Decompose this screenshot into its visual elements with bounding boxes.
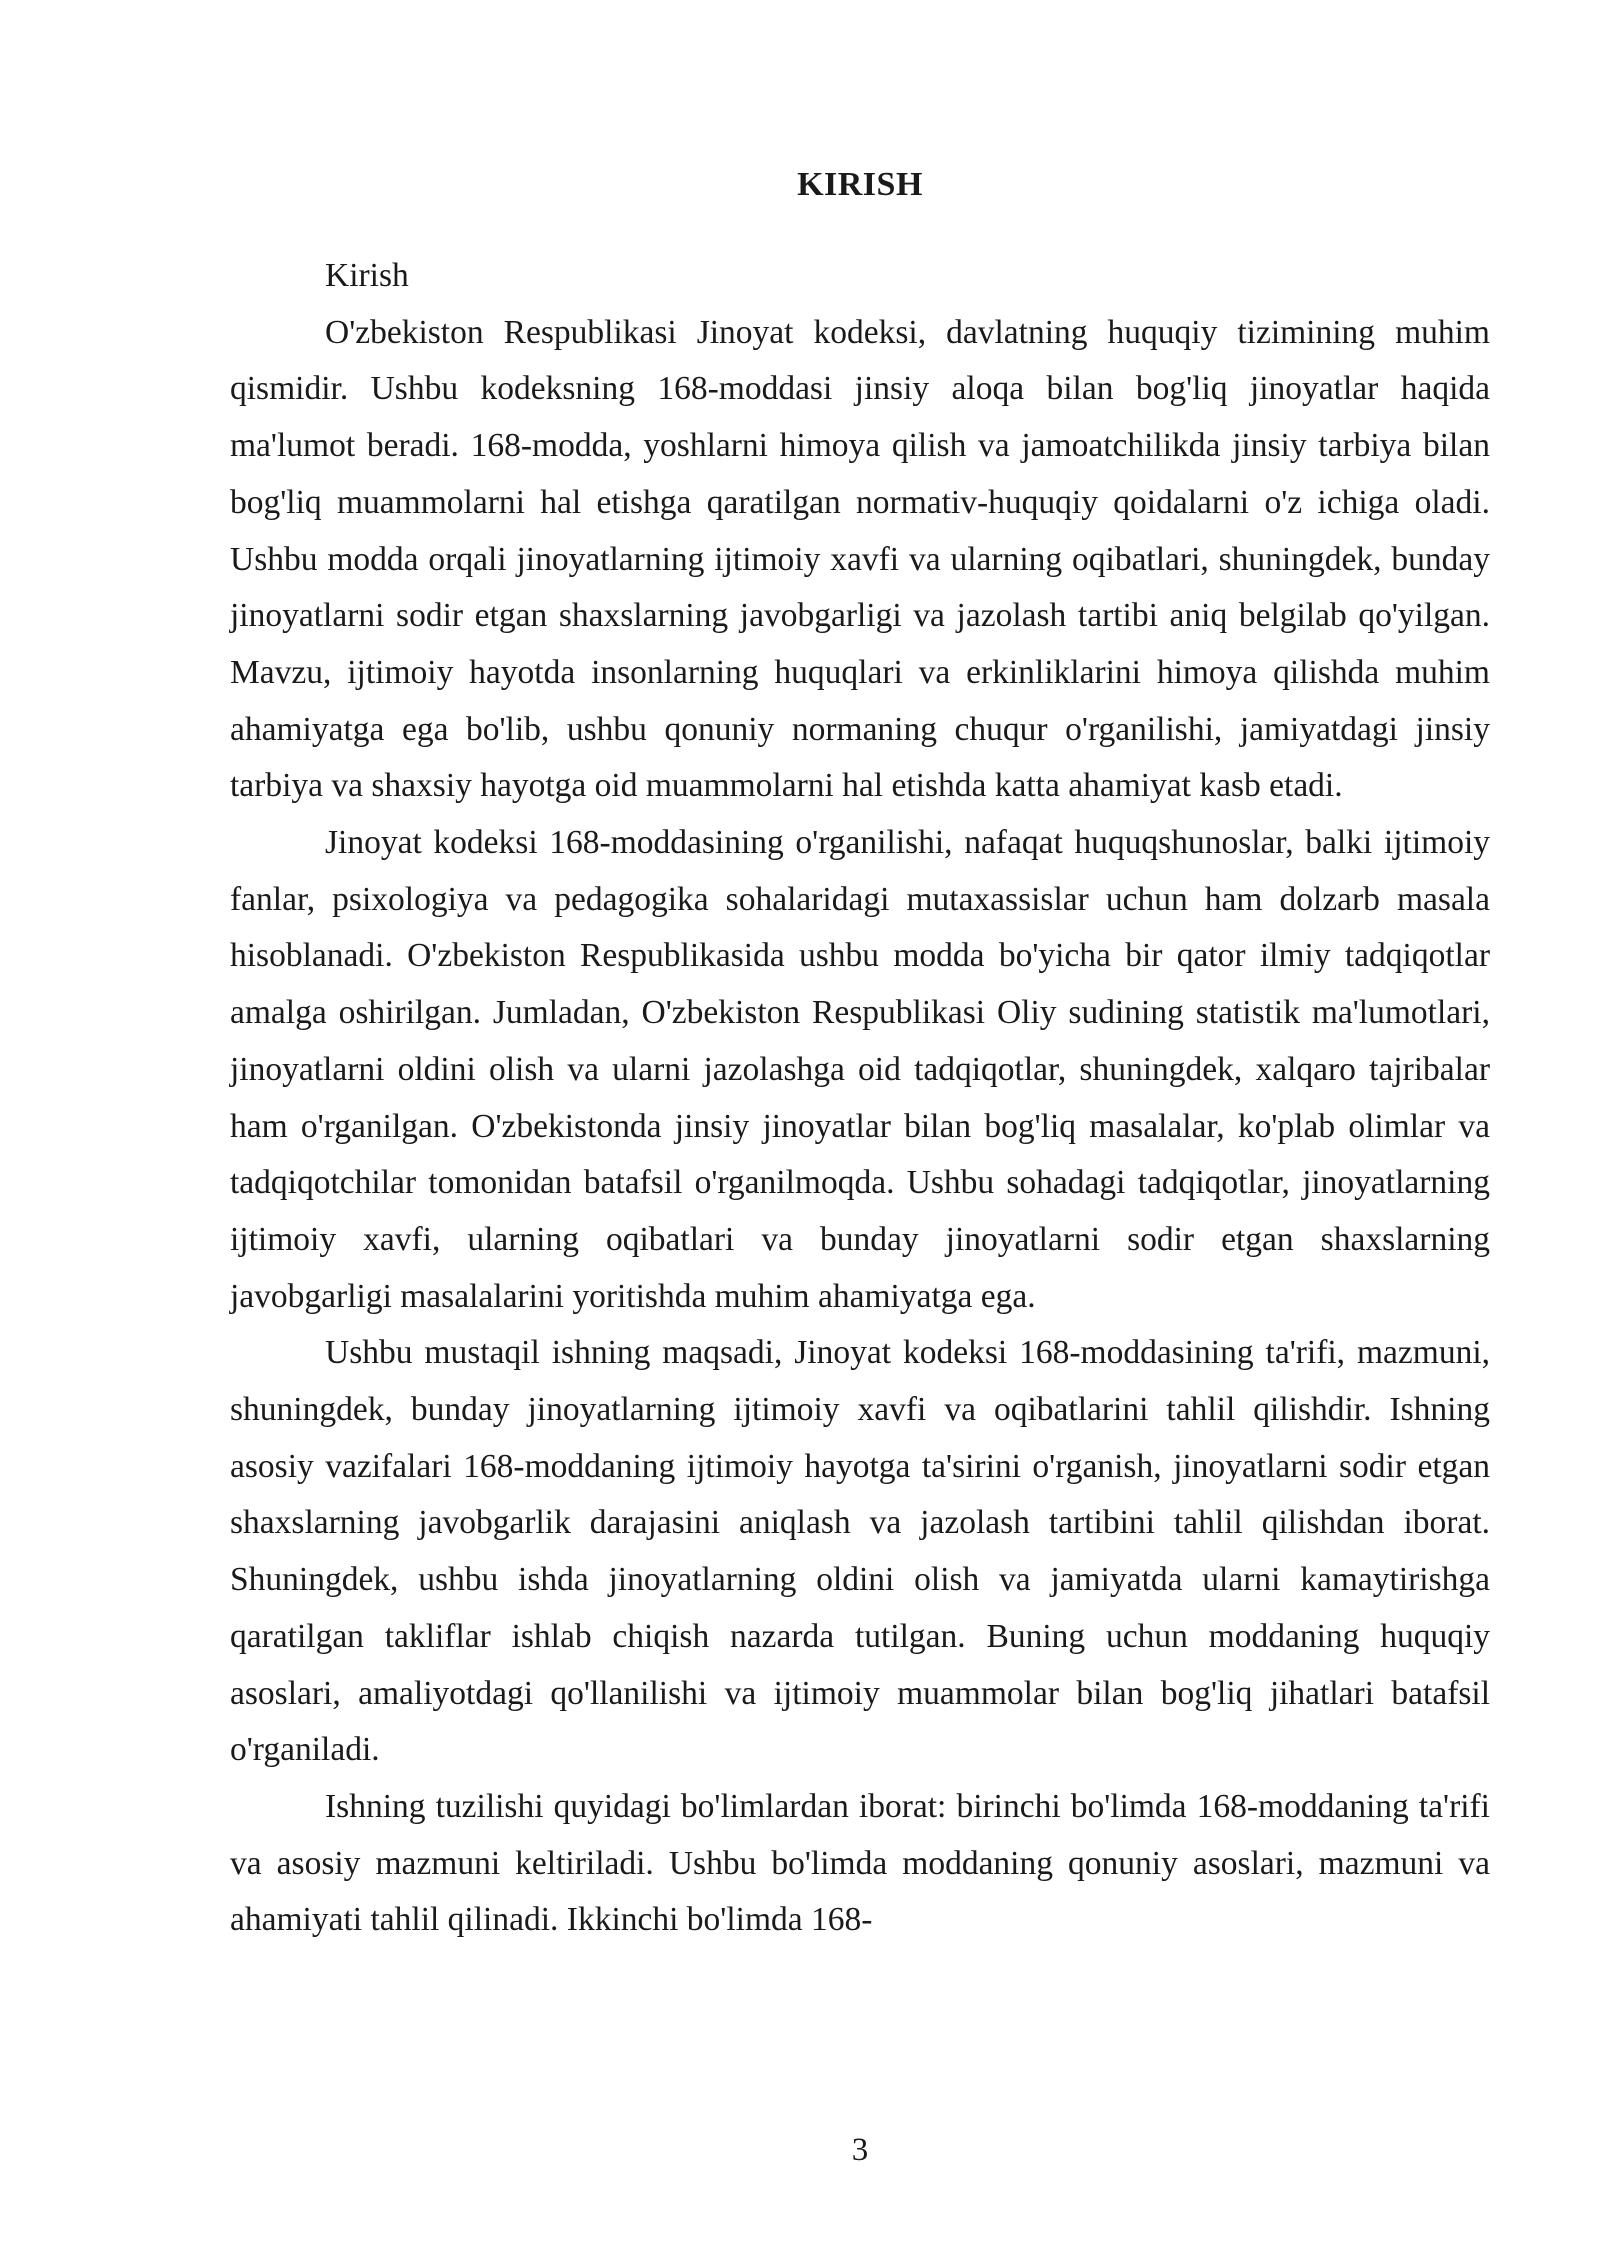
paragraph: O'zbekiston Respublikasi Jinoyat kodeksi, davlatning huquqiy tizimining muhim qismidir. Ushbu kodeksning 168-moddasi jinsiy aloqa bilan bog'liq jinoyatlar haqida ma'lumot beradi. 168-modda, yoshlarni himoya qilish va jamoatchilikda jinsiy tarbiya bilan bog'liq muammolarni hal etishga qaratilgan normativ-huquqiy qoidalarni o'z ichiga oladi. Ushbu modda orqali jinoyatlarning ijtimoiy xavfi va ularning oqibatlari, shuningdek, bunday jinoyatlarni sodir etgan shaxslarning javobgarligi va jazolash tartibi aniq belgilab qo'yilgan. Mavzu, ijtimoiy hayotda insonlarning huquqlari va erkinliklarini himoya qilishda muhim ahamiyatga ega bo'lib, ushbu qonuniy normaning chuqur o'rganilishi, jamiyatdagi jinsiy tarbiya va shaxsiy hayotga oid muammolarni hal etishda katta ahamiyat kasb etadi.	[230, 313, 1490, 805]
paragraph: Ushbu mustaqil ishning maqsadi, Jinoyat kodeksi 168-moddasining ta'rifi, mazmuni, shuningdek, bunday jinoyatlarning ijtimoiy xavfi va oqibatlarini tahlil qilishdir. Ishning asosiy vazifalari 168-moddaning ijtimoiy hayotga ta'sirini o'rganish, jinoyatlarni sodir etgan shaxslarning javobgarlik darajasini aniqlash va jazolash tartibini tahlil qilishdan iborat. Shuningdek, ushbu ishda jinoyatlarning oldini olish va jamiyatda ularni kamaytirishga qaratilgan takliflar ishlab chiqish nazarda tutilgan. Buning uchun moddaning huquqiy asoslari, amaliyotdagi qo'llanilishi va ijtimoiy muammolar bilan bog'liq jihatlari batafsil o'rganiladi.	[230, 1334, 1490, 1769]
page-number: 3	[851, 2132, 869, 2168]
paragraph: Ishning tuzilishi quyidagi bo'limlardan iborat: birinchi bo'limda 168-moddaning ta'rifi va asosiy mazmuni keltiriladi. Ushbu bo'limda moddaning qonuniy asoslari, mazmuni va ahamiyati tahlil qilinadi. Ikkinchi bo'limda 168-	[230, 1787, 1490, 1939]
body-text	[230, 248, 1490, 1949]
page-title: KIRISH	[797, 166, 923, 203]
paragraph: Jinoyat kodeksi 168-moddasining o'rganilishi, nafaqat huquqshunoslar, balki ijtimoiy fanlar, psixologiya va pedagogika sohalaridagi mutaxassislar uchun ham dolzarb masala hisoblanadi. O'zbekiston Respublikasida ushbu modda bo'yicha bir qator ilmiy tadqiqotlar amalga oshirilgan. Jumladan, O'zbekiston Respublikasi Oliy sudining statistik ma'lumotlari, jinoyatlarni oldini olish va ularni jazolashga oid tadqiqotlar, shuningdek, xalqaro tajribalar ham o'rganilgan. O'zbekistonda jinsiy jinoyatlar bilan bog'liq masalalar, ko'plab olimlar va tadqiqotchilar tomonidan batafsil o'rganilmoqda. Ushbu sohadagi tadqiqotlar, jinoyatlarning ijtimoiy xavfi, ularning oqibatlari va bunday jinoyatlarni sodir etgan shaxslarning javobgarligi masalalarini yoritishda muhim ahamiyatga ega.	[230, 824, 1490, 1315]
paragraph-intro-label: Kirish	[325, 257, 409, 294]
